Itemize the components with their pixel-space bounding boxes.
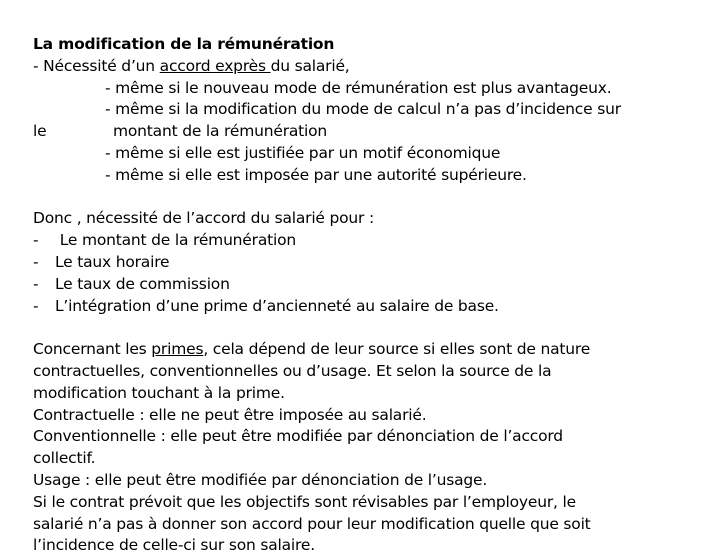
donc-line: Donc , nécessité de l’accord du salarié pour : <box>33 209 374 228</box>
condition-3: - même si elle est justifiée par un motif économique <box>105 143 501 162</box>
primes-line-2: contractuelles, conventionnelles ou d’usage. Et selon la source de la <box>33 361 552 380</box>
list-item <box>33 252 723 274</box>
document-page <box>33 34 723 557</box>
list-item-text: L’intégration d’une prime d’ancienneté au salaire de base. <box>55 296 499 315</box>
wrap-le: le <box>33 122 47 141</box>
primes-line-1 <box>33 339 723 361</box>
list-dash: - <box>33 231 39 250</box>
wrap-rest: montant de la rémunération <box>113 122 328 141</box>
primes-prefix: Concernant les <box>33 340 152 359</box>
primes-underlined: primes <box>151 340 204 359</box>
intro-underlined: accord exprès <box>159 56 271 75</box>
contrat-line-1: Si le contrat prévoit que les objectifs sont révisables par l’employeur, le <box>33 492 576 511</box>
document-title: La modification de la rémunération <box>33 35 335 53</box>
contractuelle-line: Contractuelle : elle ne peut être imposée au salarié. <box>33 405 427 424</box>
condition-1: - même si le nouveau mode de rémunération est plus avantageux. <box>105 78 612 97</box>
conventionnelle-line-2: collectif. <box>33 449 96 468</box>
list-item <box>33 230 723 252</box>
list-item <box>33 296 723 318</box>
primes-line-3: modification touchant à la prime. <box>33 383 285 402</box>
list-dash: - <box>33 252 39 271</box>
intro-prefix: - Nécessité d’un <box>33 56 160 75</box>
condition-2-wrap <box>33 121 723 143</box>
spacer <box>33 187 723 209</box>
list-item <box>33 274 723 296</box>
list-item-text: Le taux de commission <box>55 274 230 293</box>
intro-suffix: du salarié, <box>270 56 350 75</box>
contrat-line-3: l’incidence de celle-ci sur son salaire. <box>33 536 315 555</box>
contrat-line-2: salarié n’a pas à donner son accord pour leur modification quelle que soit <box>33 514 591 533</box>
list-dash: - <box>33 274 39 293</box>
condition-4: - même si elle est imposée par une autorité supérieure. <box>105 165 527 184</box>
condition-2: - même si la modification du mode de calcul n’a pas d’incidence sur <box>105 100 621 119</box>
primes-suffix: , cela dépend de leur source si elles sont de nature <box>203 340 591 359</box>
spacer <box>33 317 723 339</box>
list-dash: - <box>33 296 39 315</box>
list-item-text: Le taux horaire <box>55 252 170 271</box>
list-item-text: Le montant de la rémunération <box>55 231 297 250</box>
conventionnelle-line-1: Conventionnelle : elle peut être modifiée par dénonciation de l’accord <box>33 427 563 446</box>
usage-line: Usage : elle peut être modifiée par dénonciation de l’usage. <box>33 470 488 489</box>
intro-line <box>33 56 723 78</box>
